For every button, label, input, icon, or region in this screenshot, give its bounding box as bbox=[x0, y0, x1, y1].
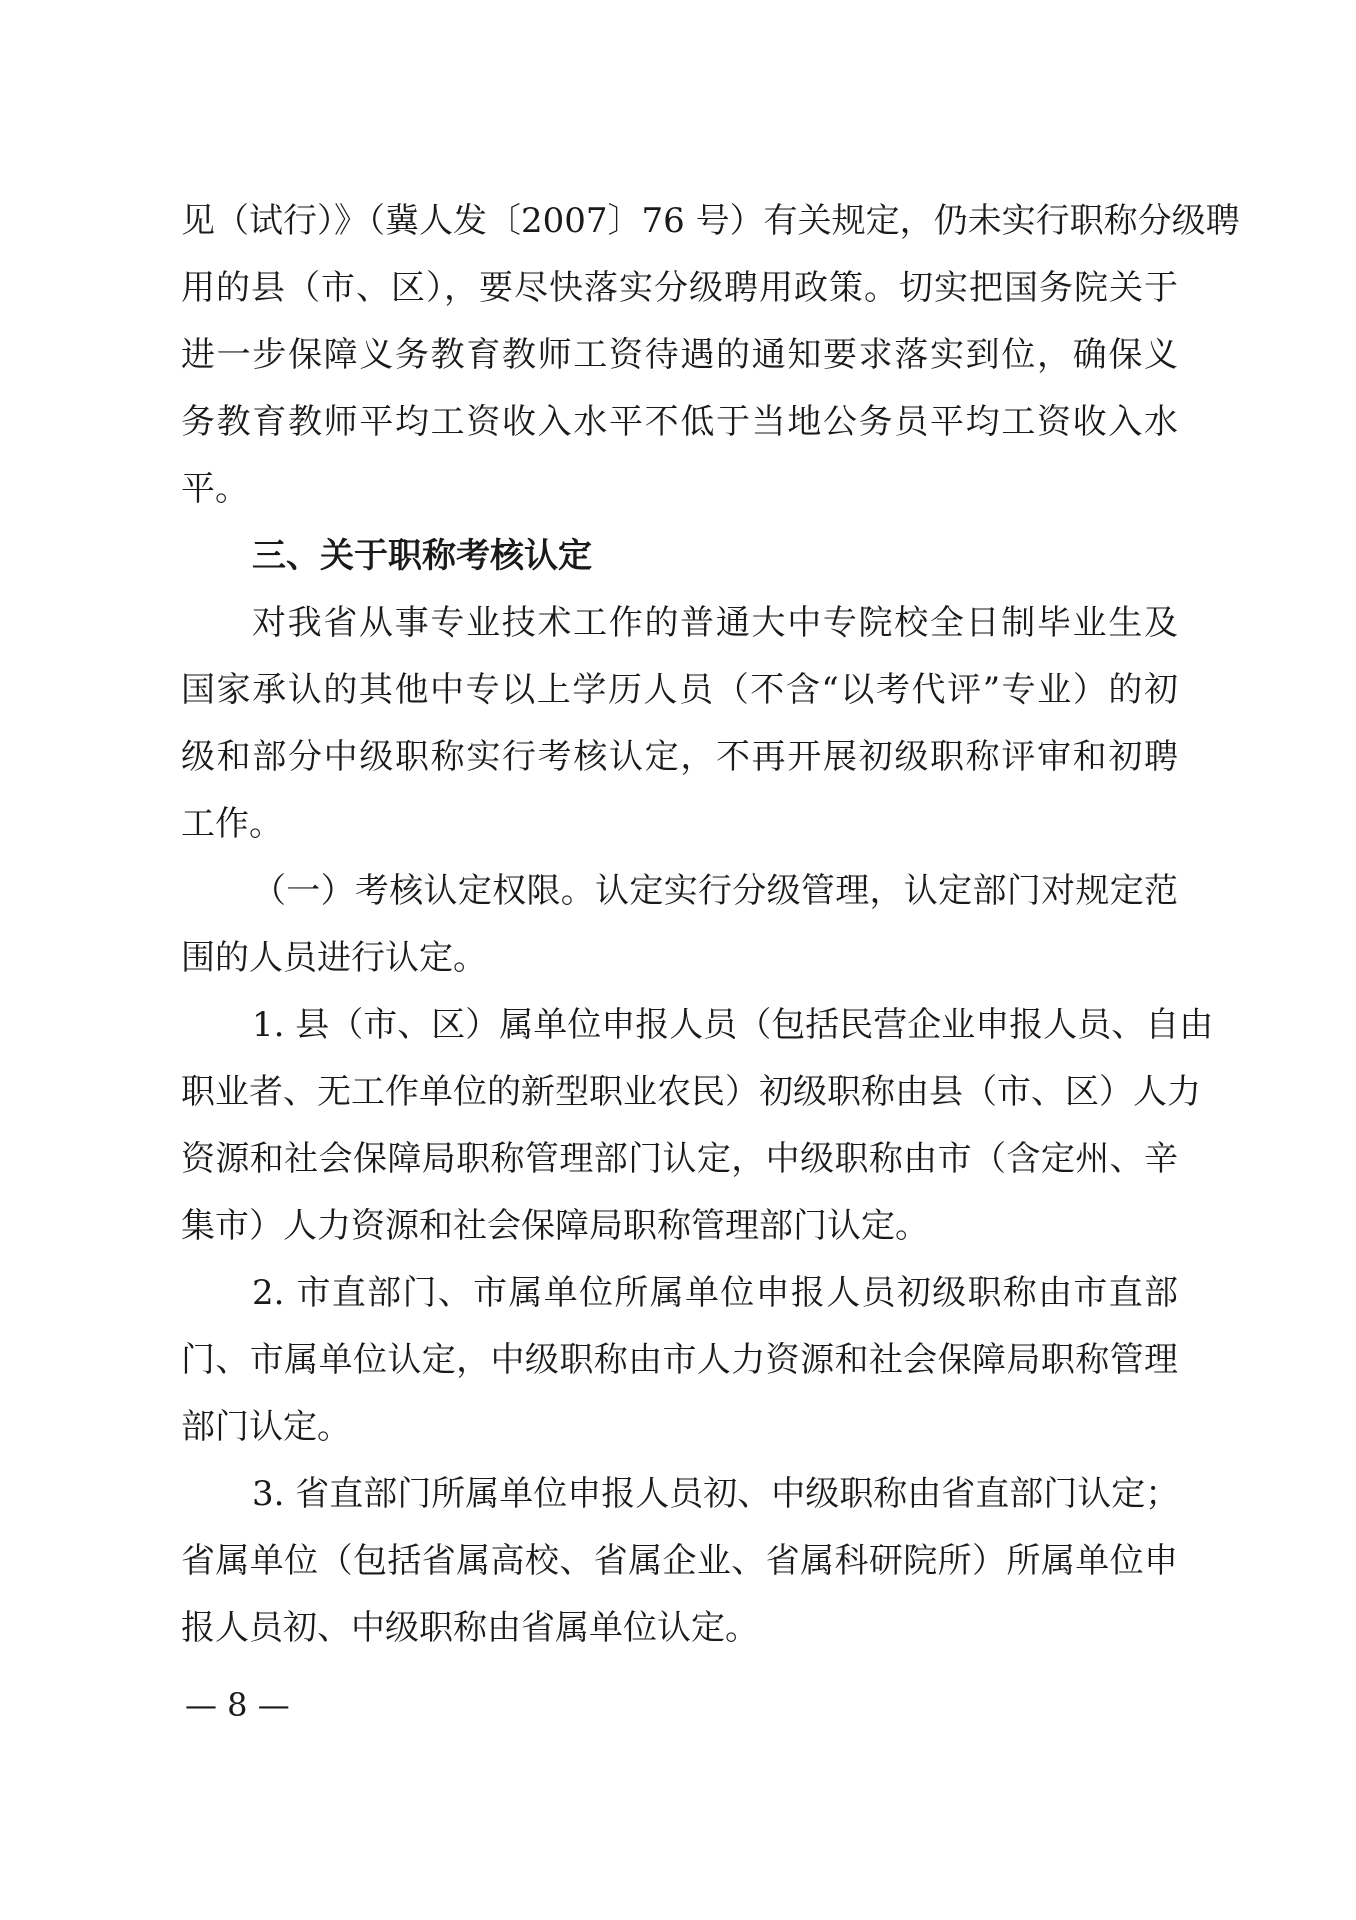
list-item-line: 2. 市直部门、市属单位所属单位申报人员初级职称由市直部 bbox=[252, 1273, 1178, 1313]
body-text-line: 平。 bbox=[181, 469, 249, 509]
section-heading: 三、关于职称考核认定 bbox=[252, 536, 592, 576]
list-item-line: 集市）人力资源和社会保障局职称管理部门认定。 bbox=[181, 1206, 929, 1246]
body-text-line: 进一步保障义务教育教师工资待遇的通知要求落实到位，确保义 bbox=[181, 335, 1178, 375]
body-text-line: 对我省从事专业技术工作的普通大中专院校全日制毕业生及 bbox=[252, 603, 1178, 643]
list-item-line: 资源和社会保障局职称管理部门认定，中级职称由市（含定州、辛 bbox=[181, 1139, 1178, 1179]
list-item-line: 职业者、无工作单位的新型职业农民）初级职称由县（市、区）人力 bbox=[181, 1072, 1201, 1112]
body-text-line: 级和部分中级职称实行考核认定，不再开展初级职称评审和初聘 bbox=[181, 737, 1178, 777]
subsection-heading-line: （一）考核认定权限。认定实行分级管理，认定部门对规定范 bbox=[252, 871, 1178, 911]
body-text-line: 国家承认的其他中专以上学历人员（不含“以考代评”专业）的初 bbox=[181, 670, 1178, 710]
list-item-line: 省属单位（包括省属高校、省属企业、省属科研院所）所属单位申 bbox=[181, 1541, 1178, 1581]
list-item-line: 3. 省直部门所属单位申报人员初、中级职称由省直部门认定； bbox=[252, 1474, 1180, 1514]
body-text-line: 见（试行）》（冀人发〔2007〕76 号）有关规定，仍未实行职称分级聘 bbox=[181, 201, 1240, 241]
list-item-line: 门、市属单位认定，中级职称由市人力资源和社会保障局职称管理 bbox=[181, 1340, 1178, 1380]
body-text-line: 工作。 bbox=[181, 804, 283, 844]
list-item-line: 1. 县（市、区）属单位申报人员（包括民营企业申报人员、自由 bbox=[252, 1005, 1214, 1045]
body-text-line: 务教育教师平均工资收入水平不低于当地公务员平均工资收入水 bbox=[181, 402, 1178, 442]
body-text-line: 用的县（市、区），要尽快落实分级聘用政策。切实把国务院关于 bbox=[181, 268, 1178, 308]
page-number: — 8 — bbox=[185, 1686, 290, 1724]
list-item-line: 报人员初、中级职称由省属单位认定。 bbox=[181, 1608, 759, 1648]
subsection-heading-line: 围的人员进行认定。 bbox=[181, 938, 487, 978]
list-item-line: 部门认定。 bbox=[181, 1407, 351, 1447]
